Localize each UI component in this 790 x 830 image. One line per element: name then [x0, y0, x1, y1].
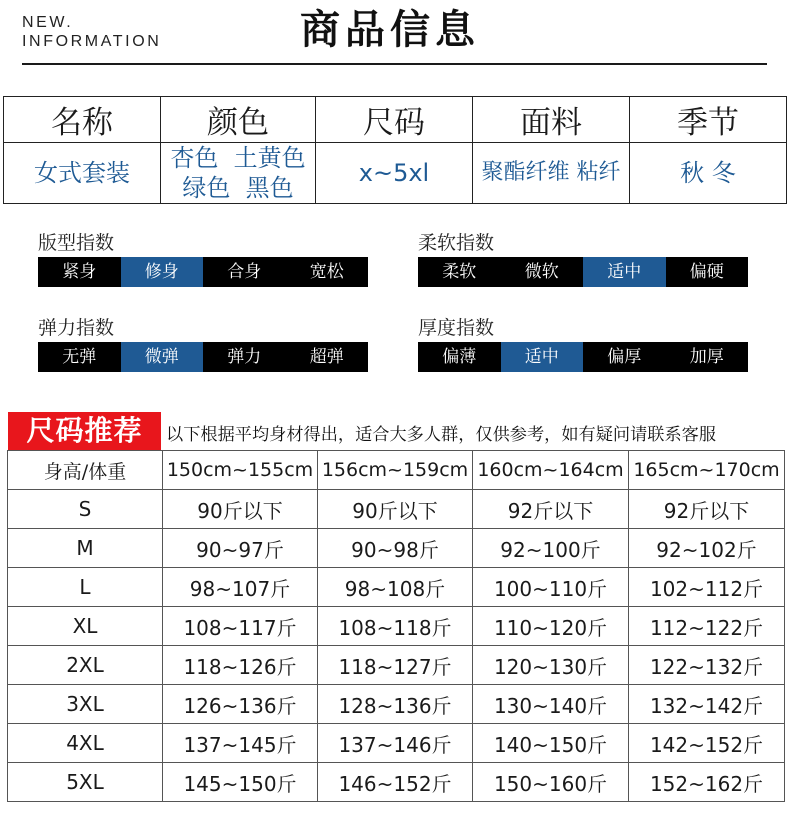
table-row: [8, 724, 785, 763]
softness-option: 柔软: [442, 262, 477, 282]
size-header-cell: 156cm~159cm: [318, 451, 473, 490]
weight-range-cell: 90斤以下: [163, 490, 318, 529]
info-fabric-value: 聚酯纤维 粘纤: [473, 143, 630, 204]
size-label-cell: 5XL: [8, 763, 163, 802]
thickness-option: 适中: [501, 342, 584, 372]
info-size-value: x~5xl: [316, 143, 473, 204]
weight-range-cell: 128~136斤: [318, 685, 473, 724]
weight-range-cell: 118~127斤: [318, 646, 473, 685]
size-label-cell: XL: [8, 607, 163, 646]
info-header-name: 名称: [4, 97, 161, 143]
softness-option: 偏硬: [689, 262, 724, 282]
table-row: [8, 763, 785, 802]
size-label-cell: 2XL: [8, 646, 163, 685]
size-recommend-note: 以下根据平均身材得出，适合大多人群，仅供参考，如有疑问请联系客服: [166, 425, 717, 445]
fit-option: 紧身: [62, 262, 97, 282]
weight-range-cell: 126~136斤: [163, 685, 318, 724]
thickness-option: 偏薄: [442, 347, 477, 367]
elasticity-index-bar: [38, 342, 368, 372]
weight-range-cell: 102~112斤: [629, 568, 785, 607]
weight-range-cell: 98~108斤: [318, 568, 473, 607]
table-row: [8, 646, 785, 685]
size-header-cell: 150cm~155cm: [163, 451, 318, 490]
softness-option: 适中: [583, 257, 666, 287]
size-recommend-badge: 尺码推荐: [8, 412, 161, 450]
info-header-size: 尺码: [316, 97, 473, 143]
weight-range-cell: 137~146斤: [318, 724, 473, 763]
size-table: [7, 450, 785, 802]
table-row: [8, 685, 785, 724]
weight-range-cell: 140~150斤: [473, 724, 629, 763]
weight-range-cell: 108~118斤: [318, 607, 473, 646]
weight-range-cell: 92~102斤: [629, 529, 785, 568]
weight-range-cell: 118~126斤: [163, 646, 318, 685]
elasticity-option: 无弹: [62, 347, 97, 367]
size-label-cell: 4XL: [8, 724, 163, 763]
table-row: [8, 607, 785, 646]
size-label-cell: 3XL: [8, 685, 163, 724]
softness-index-label: 柔软指数: [418, 232, 495, 254]
fit-option: 修身: [121, 257, 204, 287]
fit-option: 宽松: [309, 262, 344, 282]
weight-range-cell: 146~152斤: [318, 763, 473, 802]
info-value-row: [4, 143, 787, 204]
size-header-cell: 身高/体重: [8, 451, 163, 490]
weight-range-cell: 90~97斤: [163, 529, 318, 568]
weight-range-cell: 132~142斤: [629, 685, 785, 724]
weight-range-cell: 137~145斤: [163, 724, 318, 763]
weight-range-cell: 112~122斤: [629, 607, 785, 646]
header-divider: [22, 63, 767, 65]
page-title: 商品信息: [300, 7, 480, 53]
elasticity-option: 弹力: [227, 347, 262, 367]
header-en-line2: INFORMATION: [22, 33, 162, 50]
fit-index-bar: [38, 257, 368, 287]
info-color-line2: 绿色 黑色: [182, 174, 294, 202]
table-row: [8, 529, 785, 568]
fit-index-label: 版型指数: [38, 232, 115, 254]
weight-range-cell: 90~98斤: [318, 529, 473, 568]
weight-range-cell: 92斤以下: [629, 490, 785, 529]
info-header-season: 季节: [630, 97, 787, 143]
weight-range-cell: 110~120斤: [473, 607, 629, 646]
weight-range-cell: 92~100斤: [473, 529, 629, 568]
weight-range-cell: 98~107斤: [163, 568, 318, 607]
elasticity-option: 微弹: [121, 342, 204, 372]
softness-index-bar: [418, 257, 748, 287]
weight-range-cell: 92斤以下: [473, 490, 629, 529]
size-header-cell: 165cm~170cm: [629, 451, 785, 490]
info-header-fabric: 面料: [473, 97, 630, 143]
weight-range-cell: 108~117斤: [163, 607, 318, 646]
weight-range-cell: 130~140斤: [473, 685, 629, 724]
thickness-index-bar: [418, 342, 748, 372]
table-row: [8, 490, 785, 529]
info-header-row: [4, 97, 787, 143]
header-en-line1: NEW.: [22, 14, 74, 31]
weight-range-cell: 152~162斤: [629, 763, 785, 802]
info-header-color: 颜色: [161, 97, 316, 143]
info-color-value: [161, 143, 316, 204]
size-header-cell: 160cm~164cm: [473, 451, 629, 490]
table-row: [8, 568, 785, 607]
elasticity-index-label: 弹力指数: [38, 317, 115, 339]
thickness-option: 偏厚: [607, 347, 642, 367]
size-label-cell: L: [8, 568, 163, 607]
size-label-cell: S: [8, 490, 163, 529]
fit-option: 合身: [227, 262, 262, 282]
info-season-value: 秋 冬: [630, 143, 787, 204]
weight-range-cell: 150~160斤: [473, 763, 629, 802]
product-info-table: [3, 96, 787, 204]
weight-range-cell: 90斤以下: [318, 490, 473, 529]
info-name-value: 女式套装: [4, 143, 161, 204]
softness-option: 微软: [524, 262, 559, 282]
thickness-option: 加厚: [689, 347, 724, 367]
info-color-line1: 杏色 土黄色: [170, 144, 306, 172]
header-english: [22, 13, 161, 51]
weight-range-cell: 145~150斤: [163, 763, 318, 802]
thickness-index-label: 厚度指数: [418, 317, 495, 339]
weight-range-cell: 122~132斤: [629, 646, 785, 685]
size-label-cell: M: [8, 529, 163, 568]
weight-range-cell: 120~130斤: [473, 646, 629, 685]
size-table-header: [8, 451, 785, 490]
weight-range-cell: 142~152斤: [629, 724, 785, 763]
weight-range-cell: 100~110斤: [473, 568, 629, 607]
elasticity-option: 超弹: [309, 347, 344, 367]
